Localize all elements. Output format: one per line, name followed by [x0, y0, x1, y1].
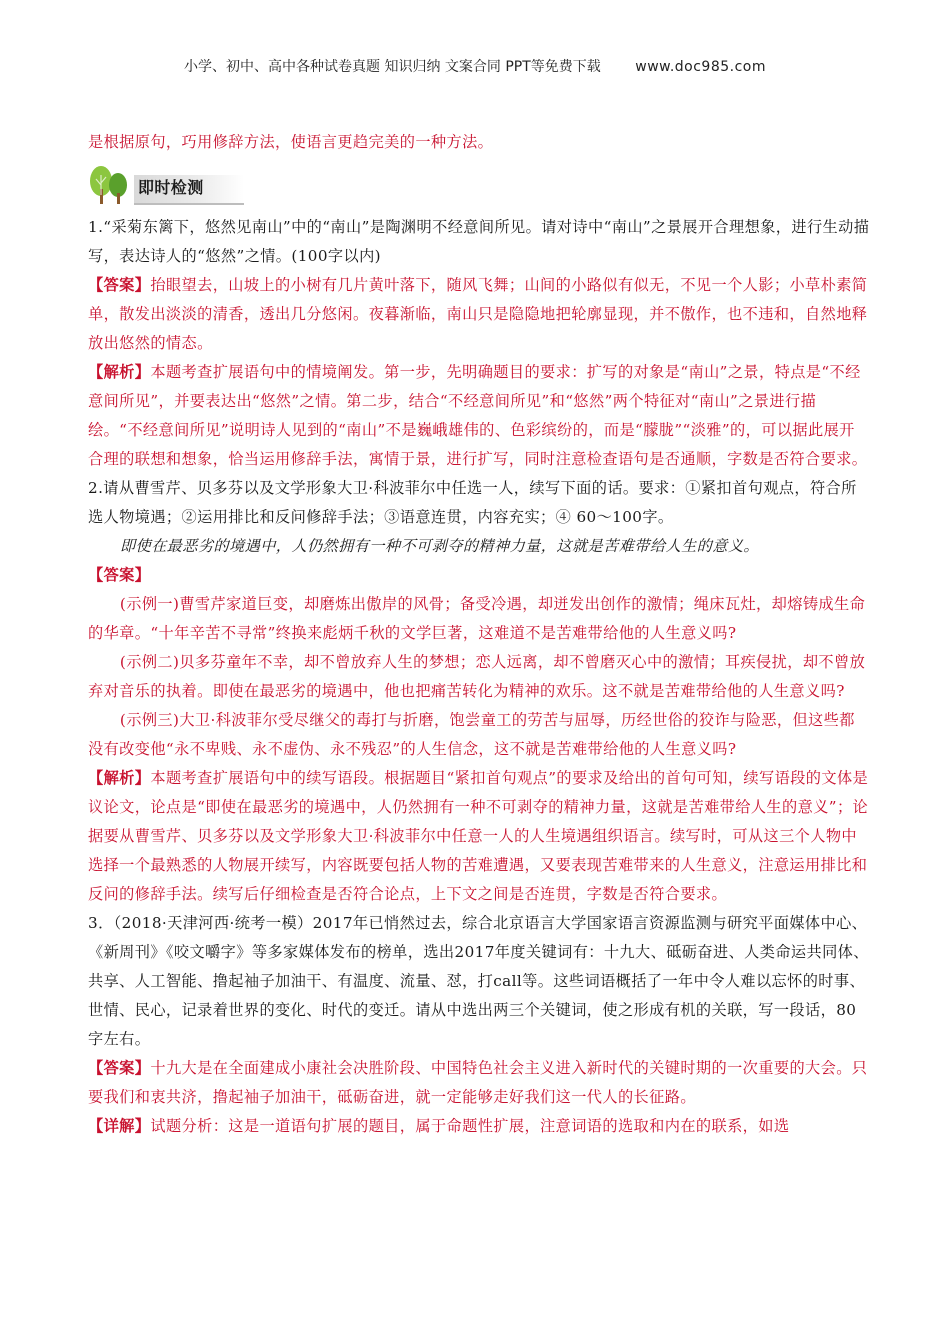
q2-quote: 即使在最恶劣的境遇中，人仍然拥有一种不可剥夺的精神力量，这就是苦难带给人生的意义。 [119, 537, 759, 555]
answer-tag: 【答案】 [88, 566, 151, 584]
q2-example-2: (示例二)贝多芬童年不幸，却不曾放弃人生的梦想；恋人远离，却不曾磨灭心中的激情；耳疾侵扰，却不曾放弃对音乐的执着。即使在最恶劣的境遇中，他也把痛苦转化为精神的欢乐。这不就是苦难带给他的人生意义吗? [88, 653, 866, 700]
section-title: 即时检测 [134, 175, 244, 205]
q1-answer [88, 271, 870, 358]
header-site-link[interactable]: www.doc985.com [635, 59, 766, 75]
q3-answer [88, 1054, 870, 1112]
q3-question: 3．（2018·天津河西·统考一模）2017年已悄然过去，综合北京语言大学国家语言资源监测与研究平面媒体中心、《新周刊》《咬文嚼字》等多家媒体发布的榜单，选出2017年度关键词有：十九大、砥砺奋进、人类命运共同体、共享、人工智能、撸起袖子加油干、有温度、流量、怼，打call等。这些词语概括了一年中令人难以忘怀的时事、世情、民心，记录着世界的变化、时代的变迁。请从中选出两三个关键词，使之形成有机的关联，写一段话，80字左右。 [88, 914, 869, 1048]
section-header [86, 161, 870, 205]
answer-tag: 【答案】 [88, 1059, 151, 1077]
q1-analysis [88, 358, 870, 474]
analysis-tag: 【解析】 [88, 363, 151, 381]
intro-text: 是根据原句，巧用修辞方法，使语言更趋完美的一种方法。 [88, 133, 494, 151]
q3-detail-text: 试题分析：这是一道语句扩展的题目，属于命题性扩展，注意词语的选取和内在的联系，如选 [150, 1117, 790, 1135]
document-body [88, 128, 870, 1141]
answer-tag: 【答案】 [88, 276, 151, 294]
q2-analysis-text: 本题考查扩展语句中的续写语段。根据题目“紧扣首句观点”的要求及给出的首句可知，续写语段的文体是议论文，论点是“即使在最恶劣的境遇中，人仍然拥有一种不可剥夺的精神力量，这就是苦难带给人生的意义”；论据要从曹雪芹、贝多芬以及文学形象大卫·科波菲尔中任意一人的人生境遇组织语言。续写时，可从这三个人物中选择一个最熟悉的人物展开续写，内容既要包括人物的苦难遭遇，又要表现苦难带来的人生意义，注意运用排比和反问的修辞手法。续写后仔细检查是否符合论点，上下文之间是否连贯，字数是否符合要求。 [88, 769, 869, 903]
q2-example-3: (示例三)大卫·科波菲尔受尽继父的毒打与折磨，饱尝童工的劳苦与屈辱，历经世俗的狡诈与险恶，但这些都没有改变他“永不卑贱、永不虚伪、永不残忍”的人生信念，这不就是苦难带给他的人生意义吗? [88, 711, 855, 758]
q2-question: 2.请从曹雪芹、贝多芬以及文学形象大卫·科波菲尔中任选一人，续写下面的话。要求：①紧扣首句观点，符合所选人物境遇；②运用排比和反问修辞手法；③语意连贯，内容充实；④ 60～100字。 [88, 479, 857, 526]
q2-example-1: (示例一)曹雪芹家道巨变，却磨炼出傲岸的风骨；备受冷遇，却迸发出创作的激情；绳床瓦灶，却熔铸成生命的华章。“十年辛苦不寻常”终换来彪炳千秋的文学巨著，这难道不是苦难带给他的人生意义吗? [88, 595, 866, 642]
header-text: 小学、初中、高中各种试卷真题 知识归纳 文案合同 PPT等免费下载 [184, 59, 601, 75]
q3-detail [88, 1112, 870, 1141]
analysis-tag: 【解析】 [88, 769, 151, 787]
page-header [0, 56, 950, 76]
q3-answer-text: 十九大是在全面建成小康社会决胜阶段、中国特色社会主义进入新时代的关键时期的一次重要的大会。只要我们和衷共济，撸起袖子加油干，砥砺奋进，就一定能够走好我们这一代人的长征路。 [88, 1059, 868, 1106]
q1-answer-text: 抬眼望去，山坡上的小树有几片黄叶落下，随风飞舞；山间的小路似有似无，不见一个人影；小草朴素简单，散发出淡淡的清香，透出几分悠闲。夜暮渐临，南山只是隐隐地把轮廓显现，并不傲作，也不违和，自然地释放出悠然的情态。 [88, 276, 868, 352]
tree-icon [86, 165, 132, 205]
q1-question: 1.“采菊东篱下，悠然见南山”中的“南山”是陶渊明不经意间所见。请对诗中“南山”之景展开合理想象，进行生动描写，表达诗人的“悠然”之情。(100字以内) [88, 218, 870, 265]
q2-analysis [88, 764, 870, 909]
q1-analysis-text: 本题考查扩展语句中的情境阐发。第一步，先明确题目的要求：扩写的对象是“南山”之景，特点是“不经意间所见”，并要表达出“悠然”之情。第二步，结合“不经意间所见”和“悠然”两个特征对“南山”之景进行描绘。“不经意间所见”说明诗人见到的“南山”不是巍峨雄伟的、色彩缤纷的，而是“朦胧”“淡雅”的，可以据此展开合理的联想和想象，恰当运用修辞手法，寓情于景，进行扩写，同时注意检查语句是否通顺，字数是否符合要求。 [88, 363, 868, 468]
detail-tag: 【详解】 [88, 1117, 151, 1135]
